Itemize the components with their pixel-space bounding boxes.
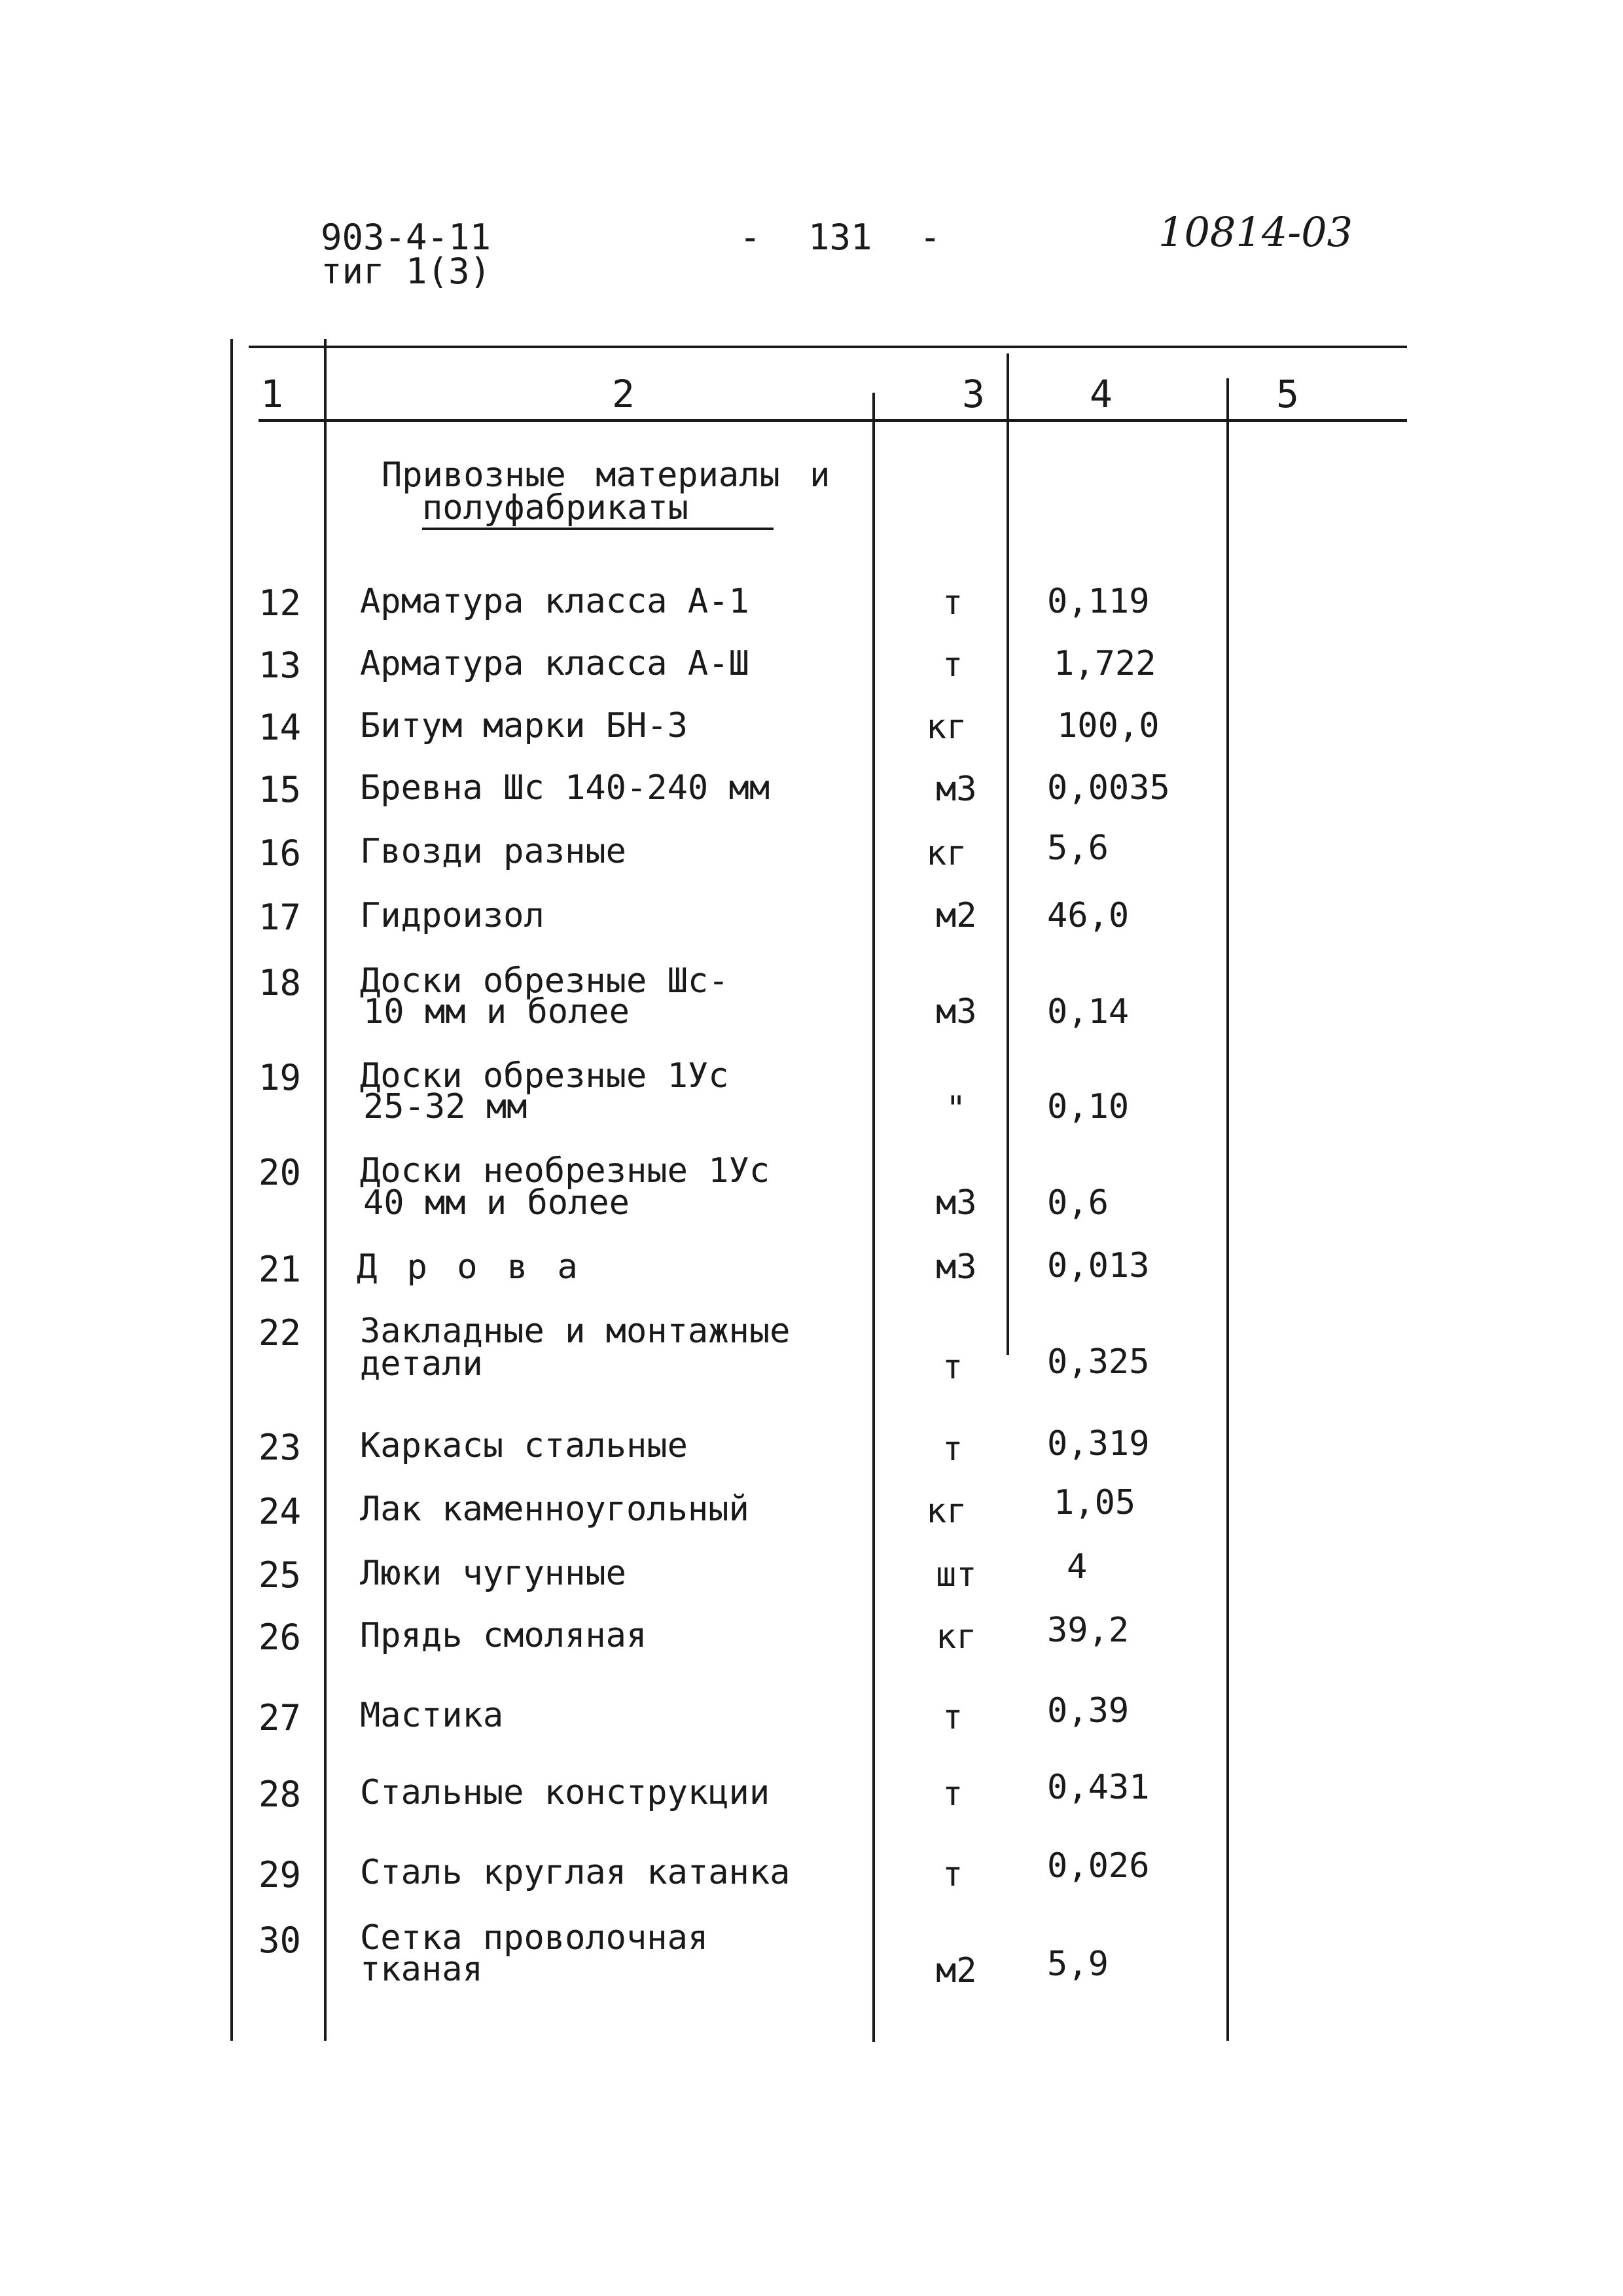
row-name-15: Бревна Шс 140-240 мм xyxy=(360,768,770,808)
table-top-rule xyxy=(249,346,1407,348)
row-name-18-line2: 10 мм и более xyxy=(363,992,630,1031)
section-title-line2: полуфабрикаты xyxy=(422,491,774,530)
row-qty-23: 0,319 xyxy=(1047,1424,1150,1463)
row-qty-26: 39,2 xyxy=(1047,1611,1130,1650)
row-unit-29: т xyxy=(942,1855,963,1894)
row-name-19: Доски обрезные 1Ус xyxy=(360,1056,729,1096)
row-unit-22: т xyxy=(942,1348,963,1387)
row-qty-19: 0,10 xyxy=(1047,1087,1130,1126)
row-unit-24: кг xyxy=(926,1492,967,1531)
row-name-28: Стальные конструкции xyxy=(360,1773,770,1812)
row-number-14: 14 xyxy=(259,707,302,748)
row-qty-17: 46,0 xyxy=(1047,896,1130,935)
row-number-21: 21 xyxy=(259,1249,302,1290)
row-unit-17: м2 xyxy=(936,896,977,935)
row-qty-24: 1,05 xyxy=(1054,1483,1136,1522)
row-unit-15: м3 xyxy=(936,770,977,809)
row-number-28: 28 xyxy=(259,1774,302,1815)
row-number-20: 20 xyxy=(259,1152,302,1193)
row-number-12: 12 xyxy=(259,583,302,624)
row-number-26: 26 xyxy=(259,1617,302,1658)
row-unit-14: кг xyxy=(926,708,967,747)
column-header-1: 1 xyxy=(260,372,283,422)
col-divider-1-2 xyxy=(324,339,327,2041)
row-name-29: Сталь круглая катанка xyxy=(360,1853,791,1892)
row-name-27: Мастика xyxy=(360,1696,504,1735)
row-name-18: Доски обрезные Шс- xyxy=(360,961,729,1001)
row-unit-30: м2 xyxy=(936,1951,977,1990)
row-name-14: Битум марки БН-3 xyxy=(360,706,688,745)
row-number-19: 19 xyxy=(259,1057,302,1098)
column-header-4: 4 xyxy=(1090,372,1113,416)
column-header-5: 5 xyxy=(1276,372,1299,416)
row-unit-28: т xyxy=(942,1774,963,1814)
row-name-19-line2: 25-32 мм xyxy=(363,1087,527,1126)
row-number-15: 15 xyxy=(259,769,302,810)
page-number: - 131 - xyxy=(740,217,941,258)
row-unit-25: шт xyxy=(936,1555,977,1594)
row-qty-12: 0,119 xyxy=(1047,582,1150,621)
row-unit-23: т xyxy=(942,1429,963,1469)
col-divider-2-3 xyxy=(872,393,875,2042)
row-name-23: Каркасы стальные xyxy=(360,1426,688,1465)
column-header-3: 3 xyxy=(962,372,985,416)
row-name-24: Лак каменноугольный xyxy=(360,1490,749,1529)
row-number-23: 23 xyxy=(259,1427,302,1468)
left-border xyxy=(230,339,233,2041)
col-divider-3-4 xyxy=(1007,353,1009,1355)
row-name-13: Арматура класса А-Ш xyxy=(360,644,749,683)
row-number-17: 17 xyxy=(259,897,302,938)
row-unit-13: т xyxy=(942,645,963,685)
row-unit-20: м3 xyxy=(936,1183,977,1223)
row-name-30: Сетка проволочная xyxy=(360,1918,709,1958)
row-name-22: Закладные и монтажные xyxy=(360,1312,791,1351)
row-qty-25: 4 xyxy=(1067,1547,1088,1587)
row-qty-14: 100,0 xyxy=(1057,706,1160,745)
row-qty-18: 0,14 xyxy=(1047,992,1130,1031)
row-name-17: Гидроизол xyxy=(360,896,544,935)
row-unit-19: " xyxy=(946,1089,967,1128)
row-unit-21: м3 xyxy=(936,1247,977,1287)
row-name-25: Люки чугунные xyxy=(360,1554,626,1593)
row-number-30: 30 xyxy=(259,1920,302,1961)
col-divider-4-5 xyxy=(1226,378,1229,2041)
row-unit-27: т xyxy=(942,1698,963,1737)
row-qty-28: 0,431 xyxy=(1047,1768,1150,1807)
row-number-27: 27 xyxy=(259,1697,302,1738)
row-unit-12: т xyxy=(942,583,963,622)
row-name-26: Прядь смоляная xyxy=(360,1616,647,1655)
section-title-line1: Привозные материалы и xyxy=(382,456,830,495)
row-number-13: 13 xyxy=(259,645,302,686)
row-name-20-line2: 40 мм и более xyxy=(363,1183,630,1223)
row-qty-15: 0,0035 xyxy=(1047,768,1170,808)
row-qty-13: 1,722 xyxy=(1054,644,1156,683)
row-name-22-line2: детали xyxy=(360,1344,483,1384)
row-number-25: 25 xyxy=(259,1554,302,1596)
row-qty-16: 5,6 xyxy=(1047,829,1109,868)
row-unit-16: кг xyxy=(926,834,967,873)
row-number-18: 18 xyxy=(259,962,302,1003)
row-name-12: Арматура класса А-1 xyxy=(360,582,749,621)
row-qty-22: 0,325 xyxy=(1047,1342,1150,1382)
row-name-16: Гвозди разные xyxy=(360,832,626,871)
row-number-22: 22 xyxy=(259,1312,302,1354)
row-qty-20: 0,6 xyxy=(1047,1183,1109,1223)
row-name-30-line2: тканая xyxy=(360,1950,483,1989)
document-subcode: тиг 1(3) xyxy=(321,251,491,292)
row-qty-30: 5,9 xyxy=(1047,1945,1109,1984)
row-unit-18: м3 xyxy=(936,992,977,1031)
row-number-29: 29 xyxy=(259,1854,302,1895)
document-code: 903-4-11 xyxy=(321,217,491,258)
row-name-20: Доски необрезные 1Ус xyxy=(360,1151,770,1191)
row-number-24: 24 xyxy=(259,1491,302,1532)
row-name-21: Д р о в а xyxy=(357,1247,578,1287)
row-qty-29: 0,026 xyxy=(1047,1846,1150,1886)
column-header-2: 2 xyxy=(612,372,635,416)
row-number-16: 16 xyxy=(259,833,302,874)
handwritten-code: 10814-03 xyxy=(1158,208,1353,256)
header-bottom-rule xyxy=(259,419,1407,422)
row-unit-26: кг xyxy=(936,1617,977,1657)
row-qty-27: 0,39 xyxy=(1047,1691,1130,1731)
row-qty-21: 0,013 xyxy=(1047,1246,1150,1285)
